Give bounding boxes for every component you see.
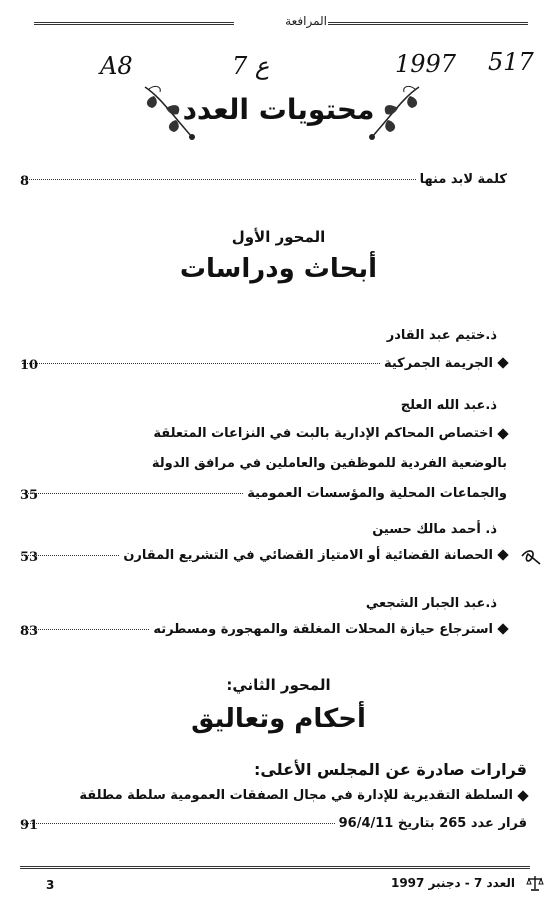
item4-line-1: استرجاع حيازة المحلات المغلقة والمهجورة ومسطرته (153, 622, 493, 637)
diamond-bullet-icon (497, 428, 508, 439)
leader-dots (22, 179, 416, 180)
footer-page-number: 3 (46, 878, 55, 892)
part1-label: المحور الأول (231, 228, 326, 246)
leader-dots (22, 629, 149, 630)
toc-entry-intro (18, 172, 507, 187)
item3-page: 53 (20, 550, 39, 565)
item2-line-2: بالوضعية الفردية للموظفين والعاملين في مرافق الدولة (151, 456, 507, 471)
item3-line-1: الحصانة القضائية أو الامتياز القضائي في التشريع المقارن (123, 548, 493, 563)
scales-of-justice-icon (526, 874, 544, 892)
toc-entry-item3 (18, 548, 507, 563)
part2-item-line (79, 788, 527, 803)
leader-dots (22, 363, 380, 364)
handwritten-issue-code: ع 7 (232, 52, 270, 80)
part2-decision: قرار عدد 265 بتاريخ 96/4/11 (338, 816, 527, 831)
leader-dots (22, 823, 335, 824)
handwritten-right-code: 517 (488, 48, 534, 76)
item1-line-1: الجريمة الجمركية (383, 356, 493, 371)
item3-author: ذ. أحمد مالك حسين (372, 522, 497, 537)
item2-line-3: والجماعات المحلية والمؤسسات العمومية (247, 486, 507, 501)
header-rule-right (328, 22, 528, 25)
item2-author: ذ.عبد الله العلج (400, 398, 497, 413)
part2-item-line-text: السلطة التقديرية للإدارة في مجال الصفقات العمومية سلطة مطلقة (79, 788, 513, 803)
part1-title: أبحاث ودراسات (179, 254, 378, 284)
handwritten-mark-icon (520, 546, 542, 566)
toc-entry-intro-page: 8 (20, 174, 30, 189)
running-title: المرافعة (285, 14, 327, 28)
footer-rule (20, 866, 530, 869)
leader-dots (22, 493, 243, 494)
item4-page: 83 (20, 624, 39, 639)
part2-title: أحكام وتعاليق (191, 704, 366, 734)
handwritten-year: 1997 (395, 50, 457, 78)
toc-entry-item1 (18, 356, 507, 371)
diamond-bullet-icon (497, 549, 508, 560)
toc-entry-intro-text: كلمة لابد منها (419, 172, 507, 187)
diamond-bullet-icon (517, 790, 528, 801)
part2-label: المحور الثاني: (226, 676, 331, 694)
toc-entry-item2-last (18, 486, 507, 501)
page-title: محتويات العدد (182, 93, 375, 126)
toc-entry-item4 (18, 622, 507, 637)
item4-author: ذ.عبد الجبار الشجعي (365, 596, 497, 611)
part2-subheading: قرارات صادرة عن المجلس الأعلى: (254, 760, 527, 779)
footer-issue: العدد 7 - دجنبر 1997 (390, 876, 515, 890)
diamond-bullet-icon (497, 623, 508, 634)
item1-author: ذ.ختيم عبد القادر (386, 328, 497, 343)
part2-page: 91 (20, 818, 39, 833)
handwritten-left-code: A8 (100, 52, 133, 80)
item2-line-1-text: اختصاص المحاكم الإدارية بالبت في النزاعات المتعلقة (153, 426, 493, 441)
toc-entry-part2-decision (18, 816, 527, 831)
header-rule-left (34, 22, 234, 25)
item2-line-1 (153, 426, 507, 441)
item2-page: 35 (20, 488, 39, 503)
item1-page: 10 (20, 358, 39, 373)
diamond-bullet-icon (497, 357, 508, 368)
